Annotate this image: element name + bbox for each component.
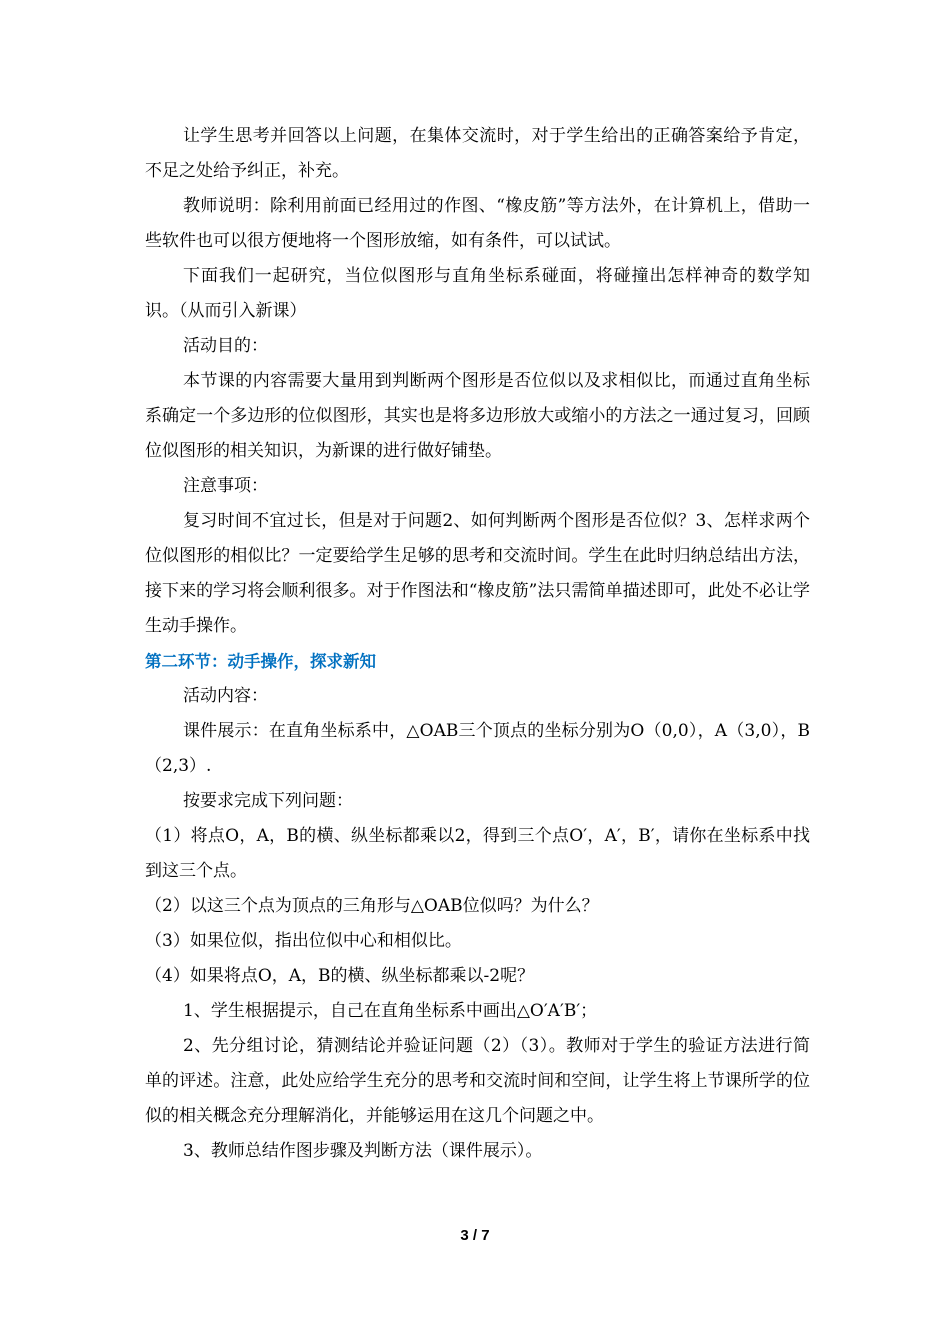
section-heading: 第二环节：动手操作，探求新知 — [145, 652, 376, 671]
step-2: 2、先分组讨论，猜测结论并验证问题（2）（3）。教师对于学生的验证方法进行简单的评述。注意，此处应给学生充分的思考和交流时间和空间，让学生将上节课所学的位似的相关概念充分理解消化，并能够运用在这几个问题之中。 — [145, 1036, 810, 1126]
label-activity-content: 活动内容： — [183, 686, 268, 706]
page-number: 3 / 7 — [460, 1227, 490, 1244]
paragraph-student-answers: 让学生思考并回答以上问题，在集体交流时，对于学生给出的正确答案给予肯定，不足之处给予纠正，补充。 — [145, 126, 810, 181]
document-body — [145, 119, 810, 1169]
step-3: 3、教师总结作图步骤及判断方法（课件展示）。 — [183, 1141, 543, 1161]
question-4: （4）如果将点O，A，B的横、纵坐标都乘以-2呢？ — [145, 966, 535, 986]
paragraph-activity-purpose: 本节课的内容需要大量用到判断两个图形是否位似以及求相似比，而通过直角坐标系确定一个多边形的位似图形，其实也是将多边形放大或缩小的方法之一通过复习，回顾位似图形的相关知识，为新课的进行做好铺垫。 — [145, 371, 810, 461]
paragraph-courseware-display: 课件展示：在直角坐标系中，△OAB三个顶点的坐标分别为O（0,0），A（3,0），B（2,3）. — [145, 721, 810, 776]
label-activity-purpose: 活动目的： — [183, 336, 268, 356]
paragraph-notes: 复习时间不宜过长，但是对于问题2、如何判断两个图形是否位似？3、怎样求两个位似图形的相似比？一定要给学生足够的思考和交流时间。学生在此时归纳总结出方法，接下来的学习将会顺利很多。对于作图法和“橡皮筋”法只需简单描述即可，此处不必让学生动手操作。 — [145, 511, 810, 636]
paragraph-introduce-new-lesson: 下面我们一起研究，当位似图形与直角坐标系碰面，将碰撞出怎样神奇的数学知识。（从而引入新课） — [145, 266, 810, 321]
question-3: （3）如果位似，指出位似中心和相似比。 — [145, 931, 462, 951]
question-2: （2）以这三个点为顶点的三角形与△OAB位似吗？为什么？ — [145, 896, 599, 916]
step-1: 1、学生根据提示，自己在直角坐标系中画出△O′A′B′； — [183, 1001, 598, 1021]
question-1: （1）将点O，A，B的横、纵坐标都乘以2，得到三个点O′，A′，B′，请你在坐标系中找到这三个点。 — [145, 826, 810, 881]
paragraph-instructions: 按要求完成下列问题： — [183, 791, 353, 811]
label-notes: 注意事项： — [183, 476, 268, 496]
paragraph-teacher-explanation: 教师说明：除利用前面已经用过的作图、“橡皮筋”等方法外，在计算机上，借助一些软件也可以很方便地将一个图形放缩，如有条件，可以试试。 — [145, 196, 810, 251]
